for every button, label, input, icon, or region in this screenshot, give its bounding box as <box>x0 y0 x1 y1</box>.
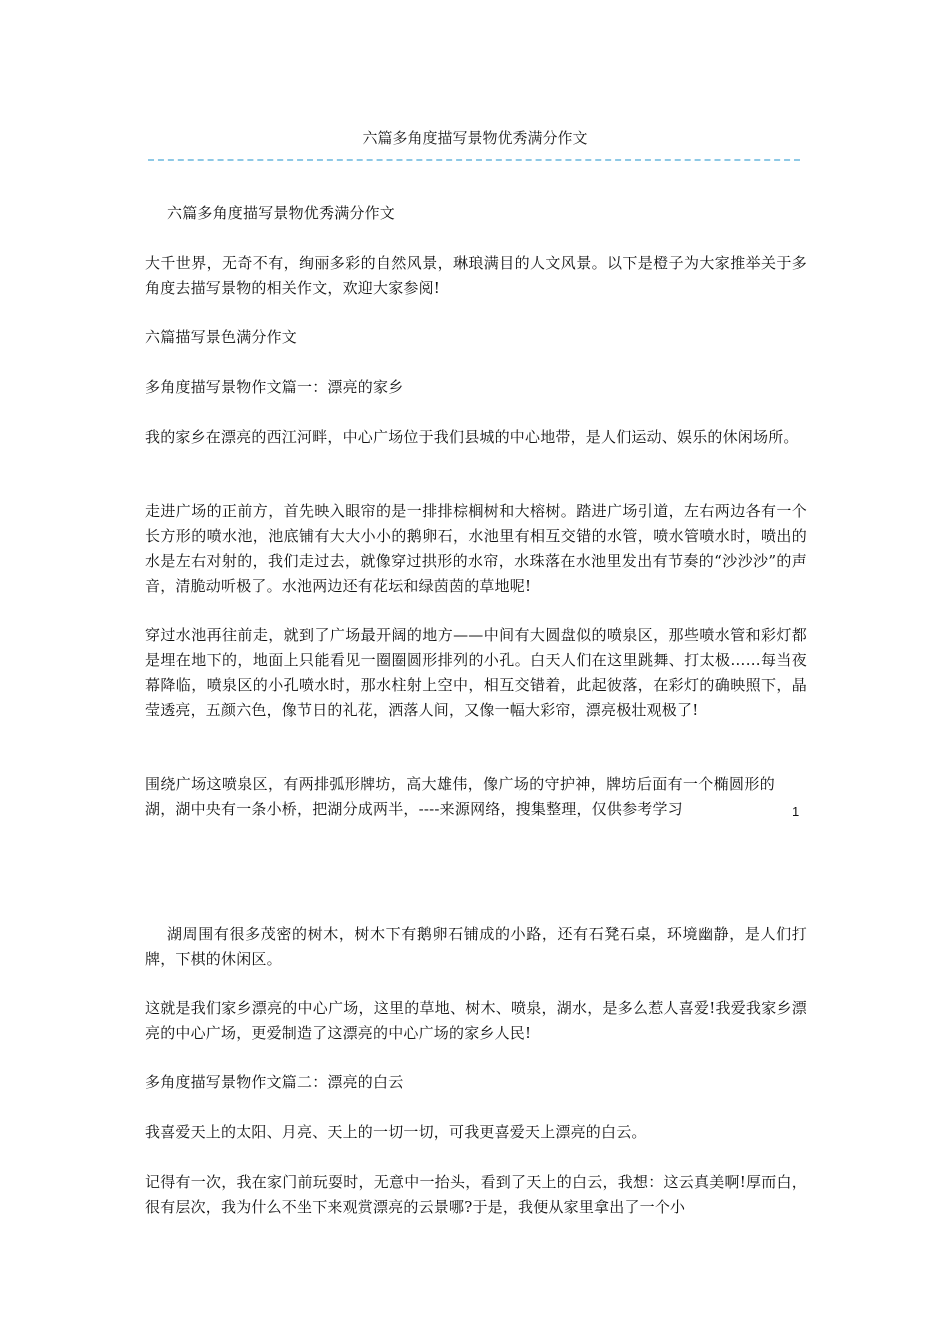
paragraph-lake: 湖周围有很多茂密的树木，树木下有鹅卵石铺成的小路，还有石凳石桌，环境幽静，是人们打牌，下棋的休闲区。 <box>145 925 807 968</box>
paragraph-entrance: 走进广场的正前方，首先映入眼帘的是一排排棕榈树和大榕树。踏进广场引道，左右两边各有一个长方形的喷水池，池底铺有大大小小的鹅卵石，水池里有相互交错的水管，喷水管喷水时，喷出的水是左右对射的，我们走过去，就像穿过拱形的水帘，水珠落在水池里发出有节奏的“沙沙沙”的声音，清脆动听极了。水池两边还有花坛和绿茵茵的草地呢! <box>145 502 807 595</box>
essay-title-2: 多角度描写景物作文篇二：漂亮的白云 <box>145 1073 404 1091</box>
paragraph-clouds: 我喜爱天上的太阳、月亮、天上的一切一切，可我更喜爱天上漂亮的白云。 <box>145 1123 647 1141</box>
paragraph-hometown: 我的家乡在漂亮的西江河畔，中心广场位于我们县城的中心地带，是人们运动、娱乐的休闲场所。 <box>145 428 799 446</box>
header-divider <box>148 159 800 161</box>
section-heading: 六篇描写景色满分作文 <box>145 328 298 346</box>
paragraph-intro: 大千世界，无奇不有，绚丽多彩的自然风景，琳琅满目的人文风景。以下是橙子为大家推举关于多角度去描写景物的相关作文，欢迎大家参阅! <box>145 254 807 297</box>
paragraph-archway: 围绕广场这喷泉区，有两排弧形牌坊，高大雄伟，像广场的守护神，牌坊后面有一个椭圆形的湖，湖中央有一条小桥，把湖分成两半，----来源网络，搜集整理，仅供参考学习 <box>145 775 775 818</box>
paragraph-fountain: 穿过水池再往前走，就到了广场最开阔的地方——中间有大圆盘似的喷泉区，那些喷水管和彩灯都是埋在地下的，地面上只能看见一圈圈圆形排列的小孔。白天人们在这里跳舞、打太极……每当夜幕降临，喷泉区的小孔喷水时，那水柱射上空中，相互交错着，此起彼落，在彩灯的确映照下，晶莹透亮，五颜六色，像节日的礼花，洒落人间，又像一幅大彩帘，漂亮极壮观极了! <box>145 626 807 719</box>
paragraph-summary: 这就是我们家乡漂亮的中心广场，这里的草地、树木、喷泉，湖水，是多么惹人喜爱!我爱我家乡漂亮的中心广场，更爱制造了这漂亮的中心广场的家乡人民! <box>145 999 807 1042</box>
paragraph-memory: 记得有一次，我在家门前玩耍时，无意中一抬头，看到了天上的白云，我想：这云真美啊!厚而白，很有层次，我为什么不坐下来观赏漂亮的云景哪?于是，我便从家里拿出了一个小 <box>145 1173 807 1216</box>
essay-title-1: 多角度描写景物作文篇一：漂亮的家乡 <box>145 378 404 396</box>
page-number: 1 <box>792 804 800 819</box>
header-title: 六篇多角度描写景物优秀满分作文 <box>362 129 588 147</box>
document-subtitle: 六篇多角度描写景物优秀满分作文 <box>167 204 396 222</box>
